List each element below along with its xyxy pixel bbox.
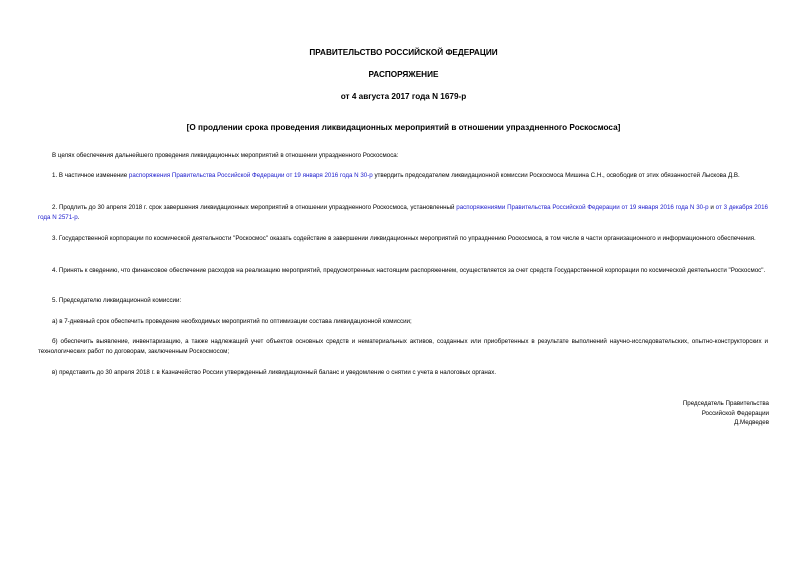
government-heading: ПРАВИТЕЛЬСТВО РОССИЙСКОЙ ФЕДЕРАЦИИ <box>309 48 498 57</box>
order-30r-link[interactable]: распоряжения Правительства Российской Федерации от 19 января 2016 года N 30-р <box>128 172 373 179</box>
date-number-heading: от 4 августа 2017 года N 1679-р <box>340 92 467 101</box>
orders-30r-link[interactable]: распоряжениями Правительства Российской Федерации от 19 января 2016 года N 30-р <box>456 204 709 211</box>
paragraph-2-text-middle: и <box>708 204 716 211</box>
paragraph-1-text-start: 1. В частичное изменение <box>52 172 129 179</box>
document-title: [О продлении срока проведения ликвидационных мероприятий в отношении упраздненного Роскосмоса] <box>186 123 621 132</box>
paragraph-1 <box>38 171 768 181</box>
signature-organization: Российской Федерации <box>701 409 769 417</box>
paragraph-5c: в) представить до 30 апреля 2018 г. в Казначейство России утвержденный ликвидационный баланс и уведомление о снятии с учета в налоговых органах. <box>52 369 497 376</box>
document-type-heading: РАСПОРЯЖЕНИЕ <box>368 70 439 79</box>
paragraph-2 <box>38 203 768 222</box>
paragraph-4: 4. Принять к сведению, что финансовое обеспечение расходов на реализацию мероприятий, предусмотренных настоящим распоряжением, осуществляется за счет средств Государственной корпорации по космической деятельности "Роскосмос". <box>52 267 766 274</box>
paragraph-5: 5. Председателю ликвидационной комиссии: <box>52 297 182 304</box>
paragraph-5a: а) в 7-дневный срок обеспечить проведение необходимых мероприятий по оптимизации состава ликвидационной комиссии; <box>52 318 412 325</box>
signature-block <box>683 399 769 428</box>
paragraph-5b: б) обеспечить выявление, инвентаризацию, а также надлежащий учет объектов основных средств и нематериальных активов, созданных или приобретенных в результате выполнений научно-исследовательских, опытно-конструкторских и технологических работ по договорам, заключенным Роскосмосом; <box>38 338 768 355</box>
signature-name: Д.Медведев <box>734 419 769 426</box>
order-2571r-link[interactable]: от 3 декабря 2016 года N 2571-р <box>38 204 768 221</box>
paragraph-1-text-end: утвердить председателем ликвидационной комиссии Роскосмоса Мишина С.Н., освободив от этих обязанностей Лыскова Д.В. <box>372 172 740 179</box>
intro-paragraph: В целях обеспечения дальнейшего проведения ликвидационных мероприятий в отношении упраздненного Роскосмоса: <box>52 152 399 159</box>
signature-position: Председатель Правительства <box>682 400 769 407</box>
paragraph-3: 3. Государственной корпорации по космической деятельности "Роскосмос" оказать содействие в завершении ликвидационных мероприятий по упразднению Роскосмоса, в том числе в части организационного и информационного обеспечения. <box>52 235 756 242</box>
paragraph-2-text-end: . <box>77 213 80 221</box>
paragraph-2-text-start: 2. Продлить до 30 апреля 2018 г. срок завершения ликвидационных мероприятий в отношении упраздненного Роскосмоса, установленный <box>52 204 457 211</box>
